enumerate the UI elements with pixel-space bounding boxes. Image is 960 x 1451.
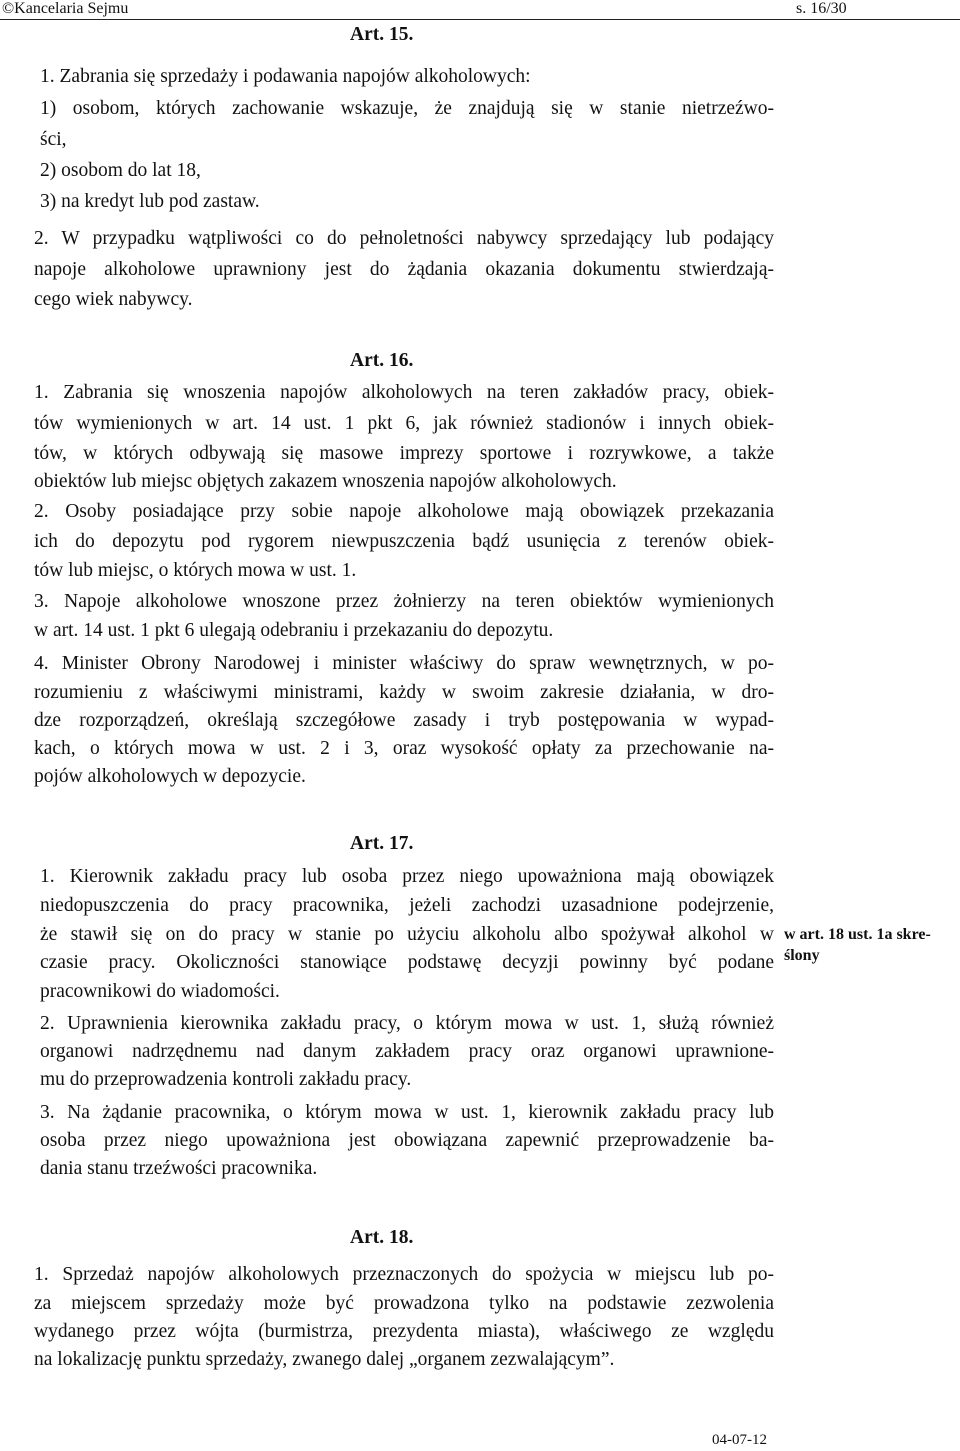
art16-para-1-line4: obiektów lub miejsc objętych zakazem wnoszenia napojów alkoholowych. xyxy=(34,471,617,492)
art18-para-1: 1. Sprzedaż napojów alkoholowych przeznaczonych do spożycia w miejscu lub po- xyxy=(34,1264,774,1285)
art16-para-1-line2: tów wymienionych w art. 14 ust. 1 pkt 6, jak również stadionów i innych obiek- xyxy=(34,413,774,434)
header-page-number: s. 16/30 xyxy=(796,0,847,17)
art16-para-1-line3: tów, w których odbywają się masowe imprezy sportowe i rozrywkowe, a także xyxy=(34,443,774,464)
art16-para-4-line2: rozumieniu z właściwymi ministrami, każdy w swoim zakresie działania, w dro- xyxy=(34,682,774,703)
art15-item-1: 1) osobom, których zachowanie wskazuje, że znajdują się w stanie nietrzeźwo- xyxy=(40,98,774,119)
art15-para-2-line3: cego wiek nabywcy. xyxy=(34,289,193,310)
art16-para-2-line2: ich do depozytu pod rygorem niewpuszczenia bądź usunięcia z terenów obiek- xyxy=(34,531,774,552)
art16-para-2: 2. Osoby posiadające przy sobie napoje alkoholowe mają obowiązek przekazania xyxy=(34,501,774,522)
article-16-title: Art. 16. xyxy=(350,350,414,371)
margin-note xyxy=(784,924,931,966)
margin-note-line1: w art. 18 ust. 1a skre- xyxy=(784,926,931,943)
art17-para-1-line3: że stawił się on do pracy w stanie po użyciu alkoholu albo spożywał alkohol w xyxy=(40,924,774,945)
art17-para-2: 2. Uprawnienia kierownika zakładu pracy, o którym mowa w ust. 1, służą również xyxy=(40,1013,774,1034)
art16-para-3-line2: w art. 14 ust. 1 pkt 6 ulegają odebraniu i przekazaniu do depozytu. xyxy=(34,620,554,641)
header-copyright: ©Kancelaria Sejmu xyxy=(2,0,129,17)
art17-para-1-line4: czasie pracy. Okoliczności stanowiące podstawę decyzji powinny być podane xyxy=(40,952,774,973)
art15-item-2: 2) osobom do lat 18, xyxy=(40,160,201,181)
art15-item-3: 3) na kredyt lub pod zastaw. xyxy=(40,191,260,212)
footer-date: 04-07-12 xyxy=(712,1432,767,1448)
art15-item-1-cont: ści, xyxy=(40,129,67,150)
art17-para-1-line2: niedopuszczenia do pracy pracownika, jeżeli zachodzi uzasadnione podejrzenie, xyxy=(40,895,774,916)
art16-para-4-line3: dze rozporządzeń, określają szczegółowe zasady i tryb postępowania w wypad- xyxy=(34,710,774,731)
art16-para-4: 4. Minister Obrony Narodowej i minister właściwy do spraw wewnętrznych, w po- xyxy=(34,653,774,674)
art16-para-3: 3. Napoje alkoholowe wnoszone przez żołnierzy na teren obiektów wymienionych xyxy=(34,591,774,612)
art17-para-3-line2: osoba przez niego upoważniona jest obowiązana zapewnić przeprowadzenie ba- xyxy=(40,1130,774,1151)
art17-para-1: 1. Kierownik zakładu pracy lub osoba przez niego upoważniona mają obowiązek xyxy=(40,866,774,887)
header-divider xyxy=(0,19,960,20)
art17-para-2-line3: mu do przeprowadzenia kontroli zakładu pracy. xyxy=(40,1069,412,1090)
article-18-title: Art. 18. xyxy=(350,1227,414,1248)
margin-note-line2: ślony xyxy=(784,947,820,964)
art16-para-4-line4: kach, o których mowa w ust. 2 i 3, oraz wysokość opłaty za przechowanie na- xyxy=(34,738,774,759)
art18-para-1-line3: wydanego przez wójta (burmistrza, prezydenta miasta), właściwego ze względu xyxy=(34,1321,774,1342)
art15-para-2: 2. W przypadku wątpliwości co do pełnoletności nabywcy sprzedający lub podający xyxy=(34,228,774,249)
art18-para-1-line2: za miejscem sprzedaży może być prowadzona tylko na podstawie zezwolenia xyxy=(34,1293,774,1314)
art18-para-1-line4: na lokalizację punktu sprzedaży, zwanego dalej „organem zezwalającym”. xyxy=(34,1349,615,1370)
art15-para-1: 1. Zabrania się sprzedaży i podawania napojów alkoholowych: xyxy=(40,66,531,87)
art16-para-1: 1. Zabrania się wnoszenia napojów alkoholowych na teren zakładów pracy, obiek- xyxy=(34,382,774,403)
art17-para-2-line2: organowi nadrzędnemu nad danym zakładem pracy oraz organowi uprawnione- xyxy=(40,1041,774,1062)
art15-para-2-line2: napoje alkoholowe uprawniony jest do żądania okazania dokumentu stwierdzają- xyxy=(34,259,774,280)
art16-para-2-line3: tów lub miejsc, o których mowa w ust. 1. xyxy=(34,560,357,581)
article-17-title: Art. 17. xyxy=(350,833,414,854)
art17-para-3-line3: dania stanu trzeźwości pracownika. xyxy=(40,1158,318,1179)
art16-para-4-line5: pojów alkoholowych w depozycie. xyxy=(34,766,306,787)
article-15-title: Art. 15. xyxy=(350,24,414,45)
art17-para-1-line5: pracownikowi do wiadomości. xyxy=(40,981,280,1002)
art17-para-3: 3. Na żądanie pracownika, o którym mowa w ust. 1, kierownik zakładu pracy lub xyxy=(40,1102,774,1123)
